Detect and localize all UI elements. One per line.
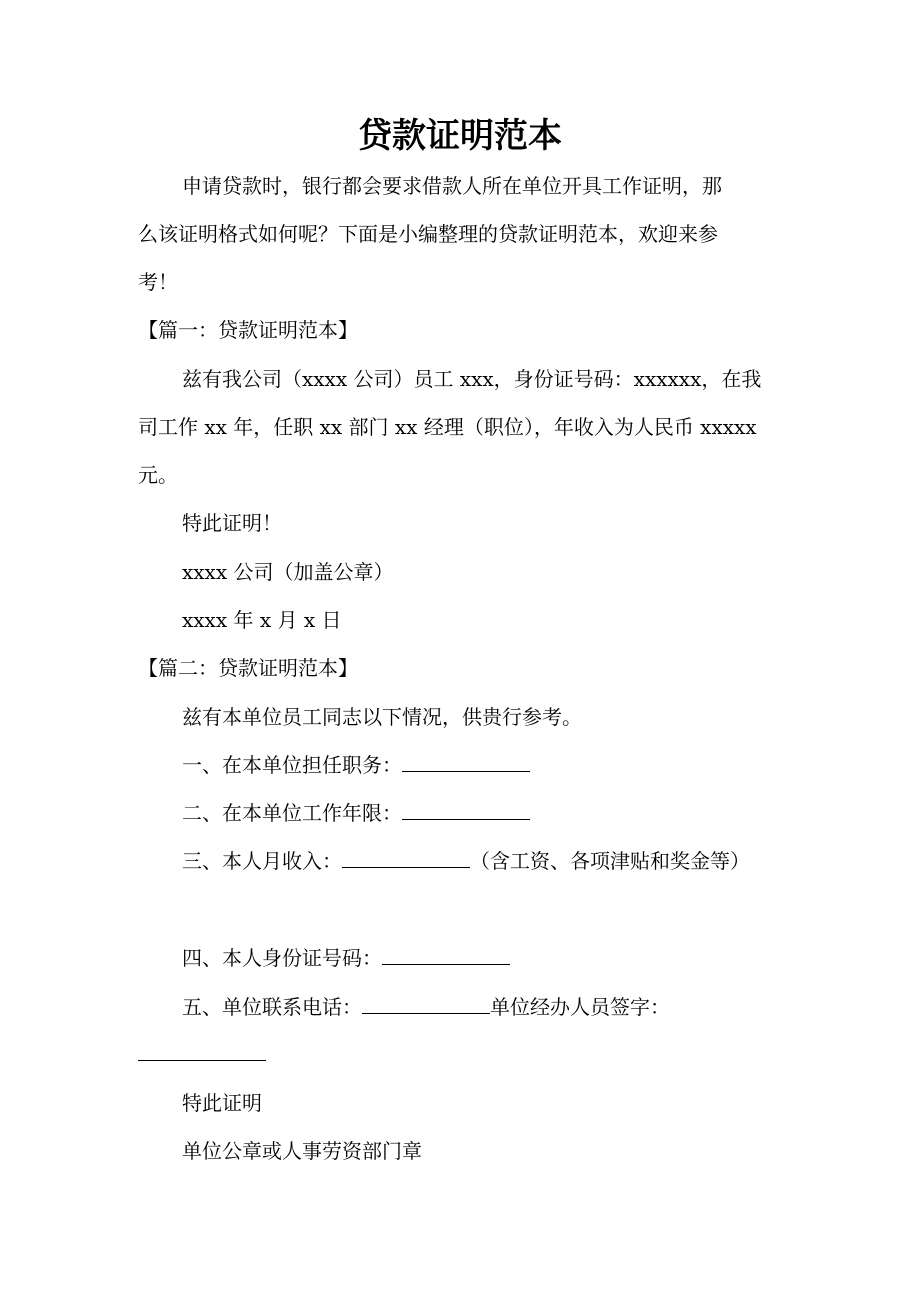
item-4-label: 四、本人身份证号码： bbox=[182, 946, 382, 970]
section2-item-4 bbox=[182, 944, 832, 972]
section2-closing: 特此证明 bbox=[182, 1091, 262, 1115]
id-number-blank bbox=[382, 944, 510, 965]
signature-blank bbox=[138, 1040, 266, 1061]
phone-blank bbox=[362, 993, 490, 1014]
section2-seal: 单位公章或人事劳资部门章 bbox=[182, 1139, 422, 1163]
document-title: 贷款证明范本 bbox=[358, 116, 562, 156]
section1-heading: 【篇一：贷款证明范本】 bbox=[138, 318, 358, 342]
item-5-label: 五、单位联系电话： bbox=[182, 995, 362, 1019]
income-blank bbox=[342, 847, 470, 868]
intro-line-3: 考！ bbox=[138, 270, 178, 294]
intro-line-2: 么该证明格式如何呢？下面是小编整理的贷款证明范本，欢迎来参 bbox=[138, 222, 718, 246]
item-3-label: 三、本人月收入： bbox=[182, 849, 342, 873]
section1-body-line-3: 元。 bbox=[138, 463, 178, 487]
section1-company: xxxx 公司（加盖公章） bbox=[182, 560, 394, 584]
intro-line-1: 申请贷款时，银行都会要求借款人所在单位开具工作证明，那 bbox=[182, 174, 722, 198]
item-1-label: 一、在本单位担任职务： bbox=[182, 753, 402, 777]
item-5-signer-label: 单位经办人员签字： bbox=[490, 995, 670, 1019]
item-3-note: （含工资、各项津贴和奖金等） bbox=[470, 849, 750, 873]
position-blank bbox=[402, 751, 530, 772]
section2-item-5 bbox=[182, 993, 832, 1021]
signature-line bbox=[138, 1040, 788, 1068]
section2-item-1 bbox=[182, 751, 832, 779]
item-2-label: 二、在本单位工作年限： bbox=[182, 801, 402, 825]
section2-item-2 bbox=[182, 799, 832, 827]
section1-body-line-1: 兹有我公司（xxxx 公司）员工 xxx，身份证号码：xxxxxx，在我 bbox=[182, 367, 762, 391]
section2-item-3 bbox=[182, 847, 832, 875]
years-blank bbox=[402, 799, 530, 820]
section1-date: xxxx 年 x 月 x 日 bbox=[182, 608, 342, 632]
section2-heading: 【篇二：贷款证明范本】 bbox=[138, 656, 358, 680]
section1-closing: 特此证明！ bbox=[182, 511, 282, 535]
section2-intro: 兹有本单位员工同志以下情况，供贵行参考。 bbox=[182, 705, 582, 729]
section1-body-line-2: 司工作 xx 年，任职 xx 部门 xx 经理（职位），年收入为人民币 xxxxx bbox=[138, 415, 757, 439]
